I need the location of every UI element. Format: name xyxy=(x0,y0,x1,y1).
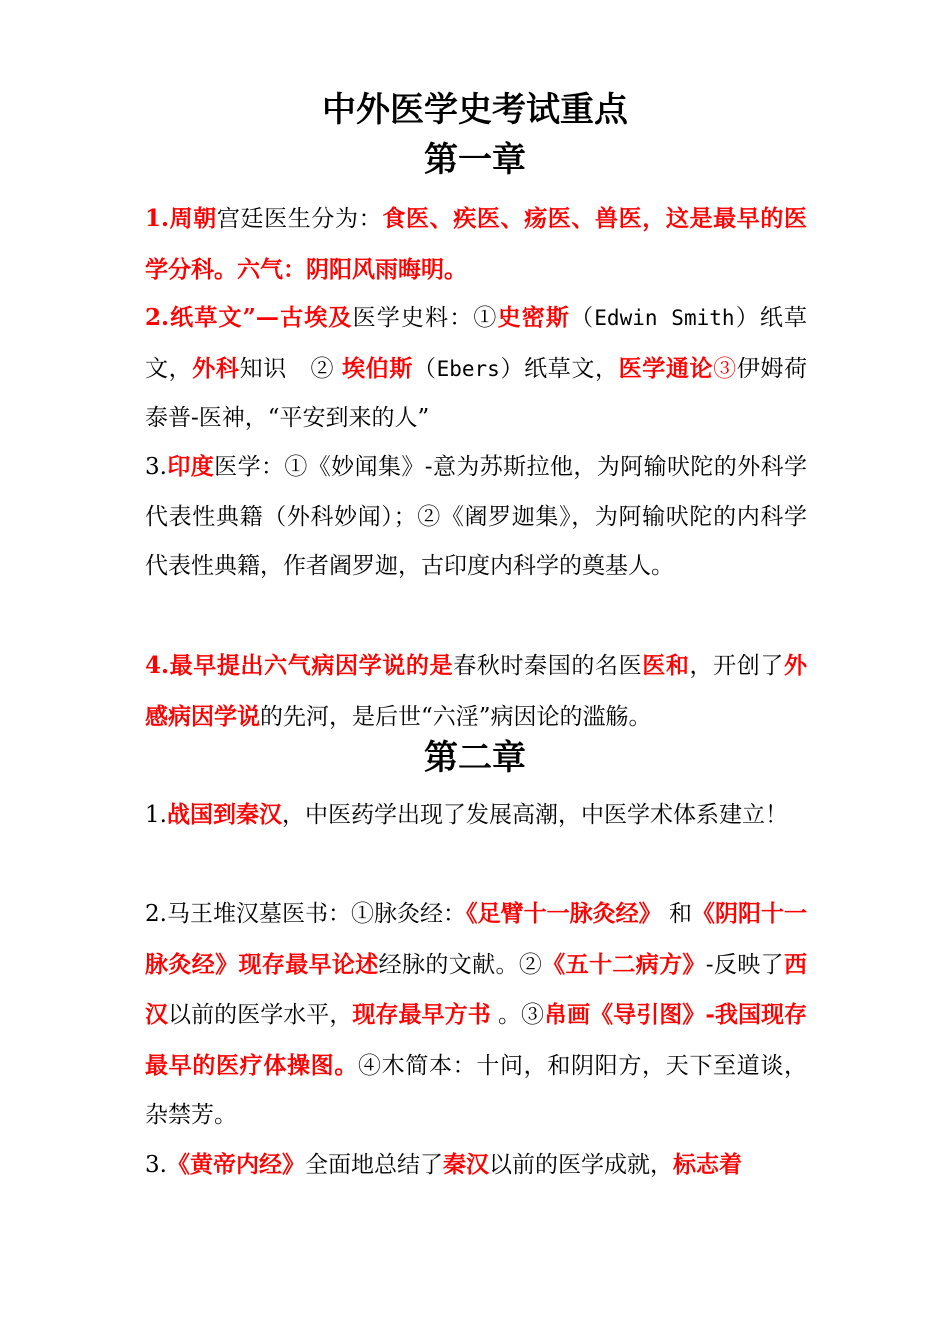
body-text: 3. xyxy=(145,454,167,480)
paragraph xyxy=(145,889,807,1141)
body-text: Ebers xyxy=(436,356,500,381)
paragraph xyxy=(145,442,807,592)
highlighted-text: 医和 xyxy=(642,652,690,679)
highlighted-text: 4.最早提出六气病因学说的是 xyxy=(145,652,454,679)
body-text: Edwin Smith xyxy=(594,306,735,330)
body-text: 医学：①《妙闻集》-意为苏斯拉他，为阿输吠陀的外科学代表性典籍（外科妙闻）；②《阇罗迦集》，为阿输吠陀的内科学代表性典籍，作者阇罗迦，古印度内科学的奠基人。 xyxy=(145,454,808,579)
paragraph xyxy=(145,641,807,742)
body-text: 伊姆荷泰普-医神，“平安到来的人” xyxy=(145,355,808,431)
highlighted-text: 《黄帝内经》 xyxy=(166,1151,305,1178)
body-text: ④木简本：十问，和阴阳方，天下至道谈，杂禁芳。 xyxy=(145,1052,808,1128)
highlighted-text: 印度 xyxy=(166,453,215,480)
highlighted-text: 埃伯斯 xyxy=(342,354,413,382)
body-text: 3. xyxy=(145,1152,167,1178)
highlighted-text: 帛画《导引图》-我国现存最早的医疗体操图。 xyxy=(145,1001,808,1079)
body-text: 2.马王堆汉墓医书：①脉灸经： xyxy=(145,901,467,927)
body-text: ，开创了 xyxy=(689,653,785,679)
body-text: 的先河，是后世“六淫”病因论的滥觞。 xyxy=(260,703,652,730)
highlighted-text: 2.纸草文”—古埃及 xyxy=(145,304,353,331)
highlighted-text: 秦汉 xyxy=(442,1151,489,1178)
highlighted-text: 1.周朝 xyxy=(145,205,217,232)
body-text: ）纸草文， xyxy=(145,305,808,382)
body-text: 。③ xyxy=(490,1002,545,1028)
highlighted-text: 现存最早方书 xyxy=(352,1001,491,1028)
body-text: 经脉的文献。② xyxy=(378,951,543,978)
body-text: ，中医药学出现了发展高潮，中医学术体系建立！ xyxy=(281,802,788,828)
highlighted-text: 标志着 xyxy=(672,1151,742,1178)
body-text: 知识 ② xyxy=(239,355,343,382)
highlighted-text: 《足臂十一脉灸经》 xyxy=(466,900,662,927)
paragraph xyxy=(145,194,807,295)
body-text: 以前的医学水平， xyxy=(168,1002,353,1028)
paragraph xyxy=(145,790,807,841)
chapter-heading: 第二章 xyxy=(424,738,526,778)
paragraph xyxy=(145,293,807,444)
body-text: 和 xyxy=(661,901,692,927)
highlighted-text: 战国到秦汉 xyxy=(166,801,282,828)
body-text: 医学史料：① xyxy=(352,305,498,331)
highlighted-text: 史密斯 xyxy=(497,304,571,331)
body-text: ）纸草文， xyxy=(499,355,619,382)
paragraph xyxy=(145,1140,807,1191)
body-text: 宫廷医生分为： xyxy=(216,206,383,232)
highlighted-text: 西汉 xyxy=(145,950,808,1028)
highlighted-text: 食医、疾医、疡医、兽医，这是最早的医学分科。六气：阴阳风雨晦明。 xyxy=(145,205,808,283)
highlighted-text: 医学通论 xyxy=(618,354,714,382)
body-text: （ xyxy=(412,355,437,382)
highlighted-text: 《阴阳十一脉灸经》现存最早论述 xyxy=(145,900,808,978)
document-title: 中外医学史考试重点 xyxy=(322,90,628,130)
body-text: （ xyxy=(570,305,595,331)
body-text: 1. xyxy=(145,802,167,828)
highlighted-text: 外感病因学说 xyxy=(145,652,808,730)
body-text: 以前的医学成就， xyxy=(488,1152,673,1178)
highlighted-text: 外科 xyxy=(192,354,240,382)
body-text: 春秋时秦国的名医 xyxy=(453,653,643,679)
chapter-heading: 第一章 xyxy=(424,140,526,180)
highlighted-text: ③ xyxy=(713,355,737,382)
body-text: 全面地总结了 xyxy=(304,1152,443,1178)
highlighted-text: 《五十二病方》 xyxy=(542,950,706,978)
body-text: -反映了 xyxy=(705,951,785,978)
